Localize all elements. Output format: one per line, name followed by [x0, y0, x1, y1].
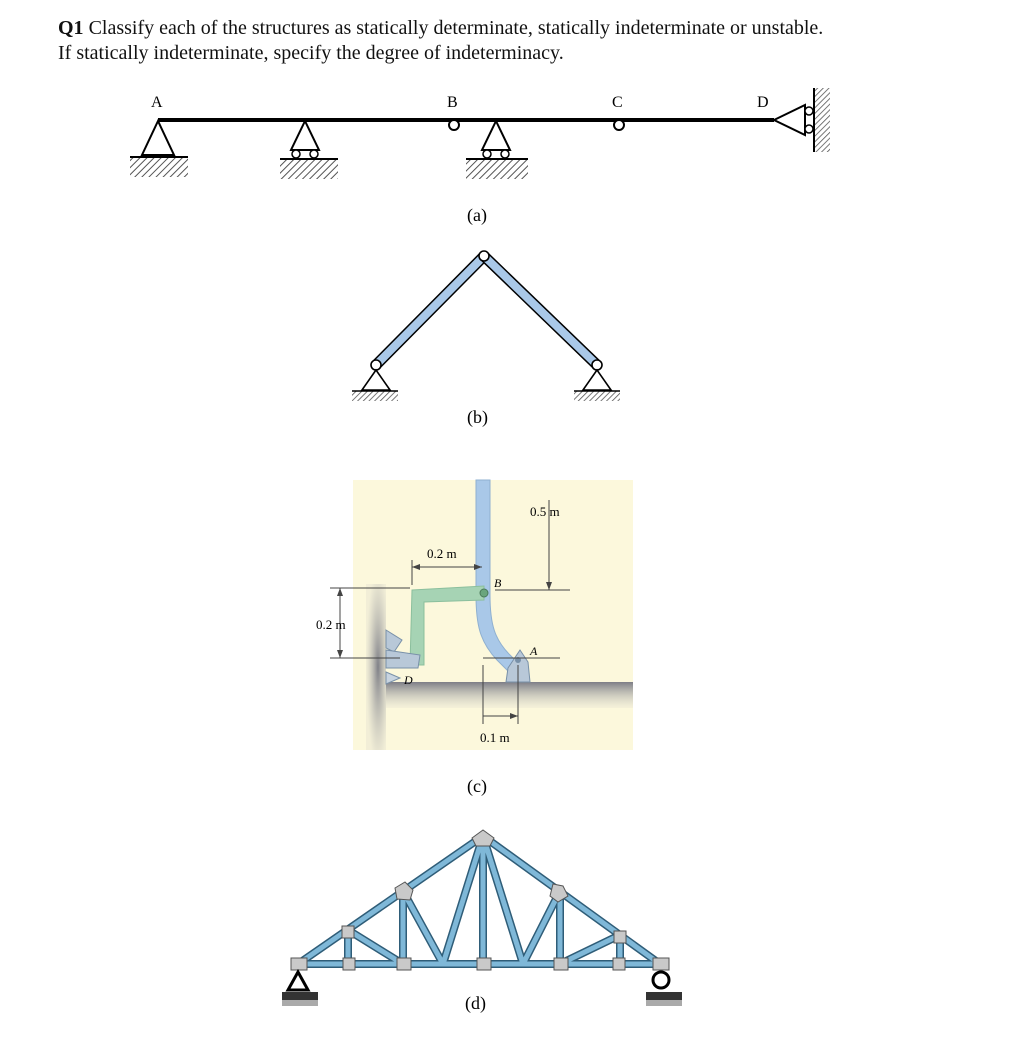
label-b-c: B [494, 576, 502, 590]
hinge-c [614, 120, 624, 130]
caption-b: (b) [467, 407, 488, 427]
wall-c [366, 584, 386, 750]
pin-support-right-b [574, 360, 620, 401]
figure-b [352, 251, 620, 428]
dim-bottom-c: 0.1 m [480, 730, 510, 745]
pin-support-left-b [352, 360, 398, 401]
truss-members-d [298, 836, 660, 964]
panel-background-c [353, 480, 633, 750]
caption-a: (a) [467, 205, 487, 225]
label-d-c: D [404, 673, 413, 687]
hinge-top-b [479, 251, 489, 261]
hinge-b [449, 120, 459, 130]
dim-left-c: 0.2 m [316, 617, 346, 632]
pin-b-c [480, 589, 488, 597]
roller-support-2 [466, 121, 528, 179]
figure-a [130, 88, 830, 226]
question-line-1: Classify each of the structures as statically determinate, statically indeterminate or unstable. [88, 17, 824, 39]
label-d: D [757, 94, 769, 111]
label-b: B [447, 94, 458, 111]
pin-support-left-d [282, 972, 318, 1006]
label-a-c: A [530, 644, 538, 658]
label-a: A [151, 94, 163, 111]
caption-d: (d) [465, 993, 486, 1013]
roller-support-d [774, 88, 830, 152]
label-c: C [612, 94, 623, 111]
dim-top-left-c: 0.2 m [427, 546, 457, 561]
question-line-2: If statically indeterminate, specify the degree of indeterminacy. [58, 42, 564, 64]
ground-c [386, 682, 633, 708]
caption-c: (c) [467, 776, 487, 796]
dim-top-right-c: 0.5 m [530, 504, 560, 519]
pin-support-a [130, 121, 188, 177]
roller-support-1 [280, 121, 338, 179]
question-number: Q1 [58, 17, 84, 39]
roller-support-right-d [646, 972, 682, 1006]
figure-c [316, 480, 633, 797]
figure-d [282, 830, 682, 1014]
